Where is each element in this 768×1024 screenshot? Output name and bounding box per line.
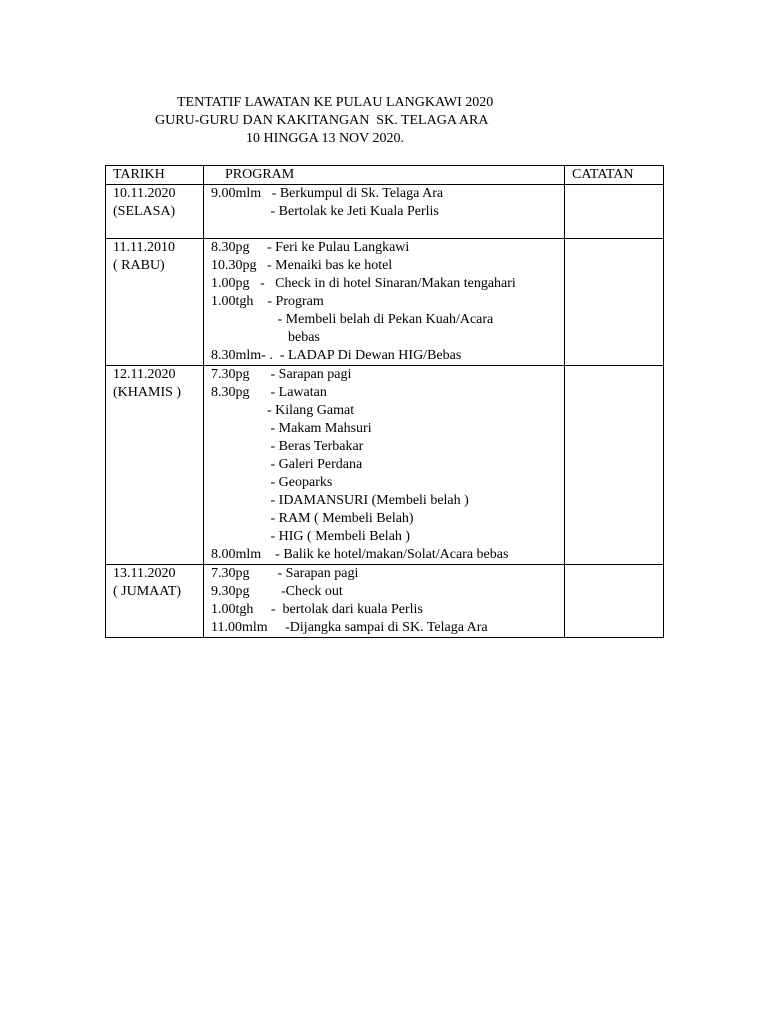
program-line: - IDAMANSURI (Membeli belah ) [211, 493, 469, 508]
program-line: - Galeri Perdana [211, 457, 363, 472]
date-text: 11.11.2010 [113, 240, 175, 255]
date-cell [106, 366, 204, 565]
day-text: ( JUMAAT) [113, 584, 182, 599]
program-line: 9.30pg -Check out [211, 584, 343, 599]
program-line: bebas [211, 330, 320, 345]
program-line: 1.00pg - Check in di hotel Sinaran/Makan tengahari [211, 276, 516, 291]
program-cell [204, 565, 565, 638]
table-row [106, 185, 664, 239]
program-line: - RAM ( Membeli Belah) [211, 511, 414, 526]
program-line: - Membeli belah di Pekan Kuah/Acara [211, 312, 494, 327]
document-subtitle: GURU-GURU DAN KAKITANGAN SK. TELAGA ARA [155, 113, 489, 128]
program-line: - Kilang Gamat [211, 403, 355, 418]
program-cell [204, 185, 565, 239]
catatan-cell [565, 565, 664, 638]
schedule-table [105, 165, 664, 638]
program-cell [204, 239, 565, 366]
day-text: (KHAMIS ) [113, 385, 182, 400]
program-line: - HIG ( Membeli Belah ) [211, 529, 411, 544]
document-date-range: 10 HINGGA 13 NOV 2020. [246, 131, 405, 146]
program-line: - Geoparks [211, 475, 333, 490]
program-line: 8.30pg - Lawatan [211, 385, 327, 400]
header-tarikh: TARIKH [106, 166, 204, 185]
day-text: (SELASA) [113, 204, 176, 219]
program-line: 8.30mlm- . - LADAP Di Dewan HIG/Bebas [211, 348, 462, 363]
day-text: ( RABU) [113, 258, 165, 273]
program-line: 1.00tgh - Program [211, 294, 324, 309]
program-line: 7.30pg - Sarapan pagi [211, 566, 359, 581]
document-title: TENTATIF LAWATAN KE PULAU LANGKAWI 2020 [177, 95, 494, 110]
program-line: 1.00tgh - bertolak dari kuala Perlis [211, 602, 423, 617]
program-line: 9.00mlm - Berkumpul di Sk. Telaga Ara [211, 186, 444, 201]
header-catatan: CATATAN [565, 166, 664, 185]
table-row [106, 239, 664, 366]
program-line: 8.30pg - Feri ke Pulau Langkawi [211, 240, 410, 255]
catatan-cell [565, 366, 664, 565]
table-header-row [106, 166, 664, 185]
date-text: 10.11.2020 [113, 186, 176, 201]
program-line: 11.00mlm -Dijangka sampai di SK. Telaga Ara [211, 620, 488, 635]
program-line: - Beras Terbakar [211, 439, 364, 454]
program-line: 7.30pg - Sarapan pagi [211, 367, 352, 382]
date-text: 13.11.2020 [113, 566, 176, 581]
program-line: 10.30pg - Menaiki bas ke hotel [211, 258, 393, 273]
program-line: - Makam Mahsuri [211, 421, 372, 436]
header-program: PROGRAM [204, 166, 565, 185]
date-cell [106, 239, 204, 366]
program-line: - Bertolak ke Jeti Kuala Perlis [211, 204, 439, 219]
table-row [106, 366, 664, 565]
table-row [106, 565, 664, 638]
date-cell [106, 565, 204, 638]
program-cell [204, 366, 565, 565]
date-cell [106, 185, 204, 239]
program-line: 8.00mlm - Balik ke hotel/makan/Solat/Acara bebas [211, 547, 509, 562]
date-text: 12.11.2020 [113, 367, 176, 382]
catatan-cell [565, 239, 664, 366]
catatan-cell [565, 185, 664, 239]
